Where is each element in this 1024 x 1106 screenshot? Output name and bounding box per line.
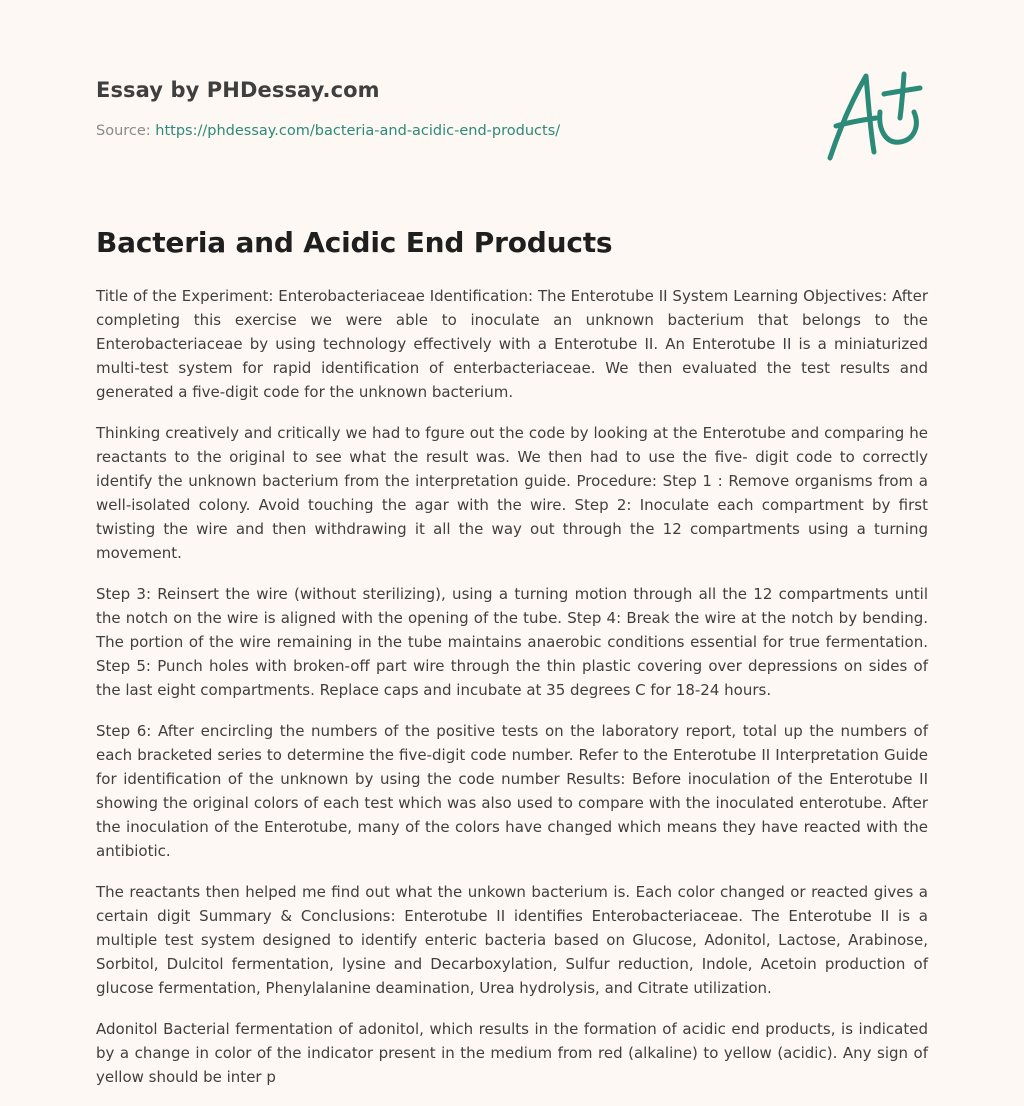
source-label: Source: (96, 123, 151, 139)
source-link[interactable]: https://phdessay.com/bacteria-and-acidic-end-products/ (155, 123, 561, 139)
a-plus-logo-icon (822, 68, 928, 164)
essay-body (96, 284, 928, 1106)
paragraph: Step 6: After encircling the numbers of the positive tests on the laboratory report, total up the numbers of each bracketed series to determine the five-digit code number. Refer to the Enterotube II Interpretation Guide for identification of the unknown by using the code number Results: Before inoculation of the Enterotube II showing the original colors of each test which was also used to compare with the inoculated enterotube. After the inoculation of the Enterotube, many of the colors have changed which means they have reacted with the antibiotic. (96, 722, 928, 860)
source-line (96, 123, 560, 139)
site-brand: Essay by PHDessay.com (96, 78, 380, 102)
paragraph: Step 3: Reinsert the wire (without sterilizing), using a turning motion through all the 12 compartments until the notch on the wire is aligned with the opening of the tube. Step 4: Break the wire at the notch by bending. The portion of the wire remaining in the tube maintains anaerobic conditions essential for true fermentation. Step 5: Punch holes with broken-off part wire through the thin plastic covering over depressions on sides of the last eight compartments. Replace caps and incubate at 35 degrees C for 18-24 hours. (96, 585, 928, 699)
paragraph: The reactants then helped me find out what the unkown bacterium is. Each color changed or reacted gives a certain digit Summary & Conclusions: Enterotube II identifies Enterobacteriaceae. The Enterotube II is a multiple test system designed to identify enteric bacteria based on Glucose, Adonitol, Lactose, Arabinose, Sorbitol, Dulcitol fermentation, lysine and Decarboxylation, Sulfur reduction, Indole, Acetoin production of glucose fermentation, Phenylalanine deamination, Urea hydrolysis, and Citrate utilization. (96, 883, 928, 997)
paragraph: Thinking creatively and critically we had to fgure out the code by looking at the Enterotube and comparing he reactants to the original to see what the result was. We then had to use the five- digit code to correctly identify the unknown bacterium from the interpretation guide. Procedure: Step 1 : Remove organisms from a well-isolated colony. Avoid touching the agar with the wire. Step 2: Inoculate each compartment by first twisting the wire and then withdrawing it all the way out through the 12 compartments using a turning movement. (96, 424, 928, 562)
paragraph: Title of the Experiment: Enterobacteriaceae Identification: The Enterotube II System Learning Objectives: After completing this exercise we were able to inoculate an unknown bacterium that belongs to the Enterobacteriaceae by using technology effectively with a Enterotube II. An Enterotube II is a miniaturized multi-test system for rapid identification of enterbacteriaceae. We then evaluated the test results and generated a five-digit code for the unknown bacterium. (96, 287, 928, 401)
paragraph: Adonitol Bacterial fermentation of adonitol, which results in the formation of acidic end products, is indicated by a change in color of the indicator present in the medium from red (alkaline) to yellow (acidic). Any sign of yellow should be inter p (96, 1020, 928, 1086)
essay-title: Bacteria and Acidic End Products (96, 226, 613, 259)
